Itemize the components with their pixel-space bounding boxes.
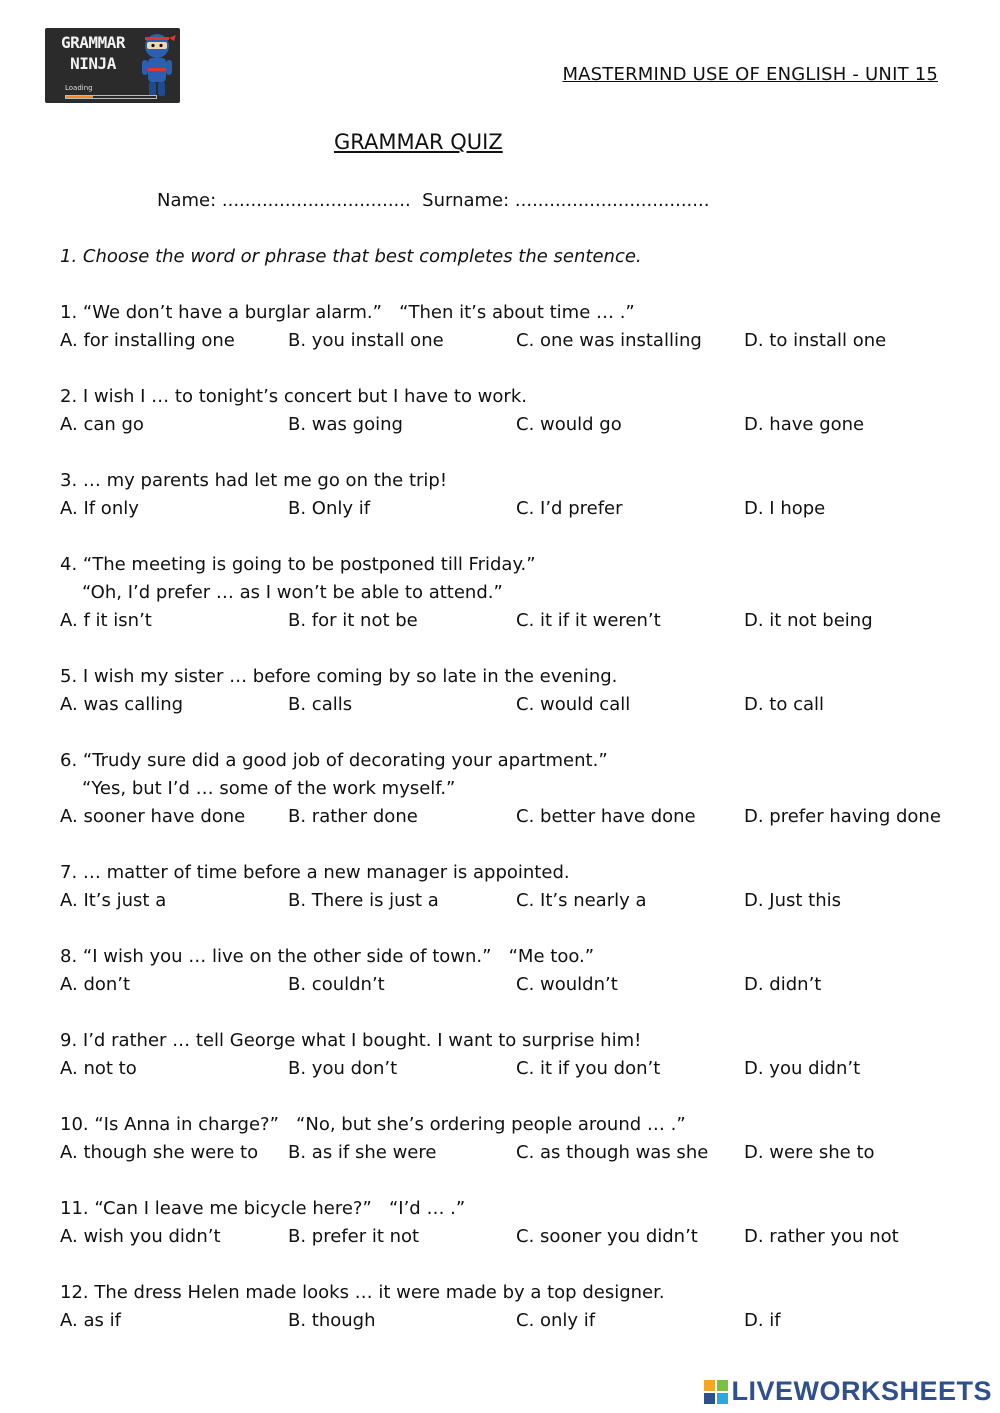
question-text: 2. I wish I … to tonight’s concert but I have to work. xyxy=(60,386,527,407)
answer-option-d[interactable]: D. I hope xyxy=(744,498,826,519)
question-text: 5. I wish my sister … before coming by so late in the evening. xyxy=(60,666,618,687)
answer-option-b[interactable]: B. rather done xyxy=(288,806,418,827)
answer-option-a[interactable]: A. It’s just a xyxy=(60,890,167,911)
ninja-icon xyxy=(137,32,177,100)
answer-option-c[interactable]: C. better have done xyxy=(516,806,696,827)
question-11 xyxy=(60,1197,980,1253)
answer-option-a[interactable]: A. was calling xyxy=(60,694,184,715)
answer-option-b[interactable]: B. couldn’t xyxy=(288,974,385,995)
question-text: 7. … matter of time before a new manager is appointed. xyxy=(60,862,570,883)
answer-options xyxy=(60,693,980,721)
answer-option-a[interactable]: A. can go xyxy=(60,414,144,435)
question-text: 6. “Trudy sure did a good job of decorating your apartment.” xyxy=(60,750,608,771)
liveworksheets-brand: LIVEWORKSHEETS xyxy=(731,1376,992,1406)
question-7 xyxy=(60,861,980,917)
answer-option-c[interactable]: C. would go xyxy=(516,414,622,435)
question-1 xyxy=(60,301,980,357)
answer-option-b[interactable]: B. There is just a xyxy=(288,890,439,911)
question-4 xyxy=(60,553,980,637)
answer-option-b[interactable]: B. prefer it not xyxy=(288,1226,420,1247)
answer-option-c[interactable]: C. it if it weren’t xyxy=(516,610,661,631)
question-text: 11. “Can I leave me bicycle here?” “I’d … .” xyxy=(60,1198,466,1219)
liveworksheets-logo-icon xyxy=(704,1380,728,1404)
answer-options xyxy=(60,1141,980,1169)
answer-options xyxy=(60,329,980,357)
answer-option-d[interactable]: D. have gone xyxy=(744,414,865,435)
answer-option-d[interactable]: D. Just this xyxy=(744,890,842,911)
question-text: 4. “The meeting is going to be postponed till Friday.” xyxy=(60,554,536,575)
answer-options xyxy=(60,413,980,441)
unit-header: MASTERMIND USE OF ENGLISH - UNIT 15 xyxy=(562,64,938,85)
question-text: 10. “Is Anna in charge?” “No, but she’s ordering people around … .” xyxy=(60,1114,686,1135)
question-list xyxy=(60,301,980,1365)
answer-option-c[interactable]: C. one was installing xyxy=(516,330,702,351)
answer-option-d[interactable]: D. if xyxy=(744,1310,781,1331)
answer-option-a[interactable]: A. sooner have done xyxy=(60,806,246,827)
answer-option-c[interactable]: C. wouldn’t xyxy=(516,974,618,995)
liveworksheets-footer xyxy=(704,1376,992,1407)
answer-option-d[interactable]: D. rather you not xyxy=(744,1226,899,1247)
question-text: 9. I’d rather … tell George what I bought. I want to surprise him! xyxy=(60,1030,642,1051)
answer-option-a[interactable]: A. f it isn’t xyxy=(60,610,152,631)
answer-option-c[interactable]: C. would call xyxy=(516,694,631,715)
answer-option-d[interactable]: D. it not being xyxy=(744,610,873,631)
answer-options xyxy=(60,609,980,637)
answer-option-c[interactable]: C. as though was she xyxy=(516,1142,709,1163)
answer-option-b[interactable]: B. you install one xyxy=(288,330,444,351)
answer-option-a[interactable]: A. though she were to xyxy=(60,1142,259,1163)
answer-option-d[interactable]: D. didn’t xyxy=(744,974,822,995)
answer-options xyxy=(60,497,980,525)
grammar-ninja-logo xyxy=(45,28,180,103)
answer-option-d[interactable]: D. prefer having done xyxy=(744,806,941,827)
question-text: “Yes, but I’d … some of the work myself.” xyxy=(82,778,456,799)
answer-option-c[interactable]: C. I’d prefer xyxy=(516,498,623,519)
answer-option-c[interactable]: C. sooner you didn’t xyxy=(516,1226,698,1247)
answer-option-b[interactable]: B. Only if xyxy=(288,498,371,519)
answer-option-d[interactable]: D. to install one xyxy=(744,330,887,351)
question-12 xyxy=(60,1281,980,1337)
question-8 xyxy=(60,945,980,1001)
answer-option-c[interactable]: C. it if you don’t xyxy=(516,1058,661,1079)
question-2 xyxy=(60,385,980,441)
answer-option-b[interactable]: B. you don’t xyxy=(288,1058,398,1079)
answer-option-d[interactable]: D. to call xyxy=(744,694,825,715)
answer-option-d[interactable]: D. you didn’t xyxy=(744,1058,861,1079)
answer-option-c[interactable]: C. only if xyxy=(516,1310,596,1331)
answer-option-a[interactable]: A. as if xyxy=(60,1310,121,1331)
answer-options xyxy=(60,889,980,917)
answer-option-a[interactable]: A. for installing one xyxy=(60,330,235,351)
answer-options xyxy=(60,1309,980,1337)
answer-option-a[interactable]: A. don’t xyxy=(60,974,131,995)
question-3 xyxy=(60,469,980,525)
page-title: GRAMMAR QUIZ xyxy=(334,130,503,154)
answer-option-b[interactable]: B. calls xyxy=(288,694,353,715)
answer-option-b[interactable]: B. as if she were xyxy=(288,1142,437,1163)
answer-options xyxy=(60,1225,980,1253)
answer-option-a[interactable]: A. not to xyxy=(60,1058,137,1079)
answer-option-c[interactable]: C. It’s nearly a xyxy=(516,890,647,911)
logo-loading-bar xyxy=(65,95,157,99)
question-text: 1. “We don’t have a burglar alarm.” “Then it’s about time … .” xyxy=(60,302,635,323)
answer-option-b[interactable]: B. though xyxy=(288,1310,376,1331)
logo-loading-label: Loading xyxy=(65,84,93,92)
instructions: 1. Choose the word or phrase that best completes the sentence. xyxy=(60,246,642,267)
question-6 xyxy=(60,749,980,833)
answer-options xyxy=(60,1057,980,1085)
question-5 xyxy=(60,665,980,721)
question-text: 8. “I wish you … live on the other side of town.” “Me too.” xyxy=(60,946,595,967)
answer-option-b[interactable]: B. was going xyxy=(288,414,403,435)
answer-option-a[interactable]: A. If only xyxy=(60,498,139,519)
answer-options xyxy=(60,973,980,1001)
question-text: 12. The dress Helen made looks … it were made by a top designer. xyxy=(60,1282,665,1303)
question-text: “Oh, I’d prefer … as I won’t be able to attend.” xyxy=(82,582,503,603)
answer-option-b[interactable]: B. for it not be xyxy=(288,610,418,631)
logo-text: GRAMMAR NINJA xyxy=(61,33,125,73)
answer-option-d[interactable]: D. were she to xyxy=(744,1142,875,1163)
name-surname-line: Name: ................................. Surname: .................................. xyxy=(157,190,710,211)
answer-option-a[interactable]: A. wish you didn’t xyxy=(60,1226,221,1247)
answer-options xyxy=(60,805,980,833)
question-9 xyxy=(60,1029,980,1085)
question-10 xyxy=(60,1113,980,1169)
question-text: 3. … my parents had let me go on the trip! xyxy=(60,470,448,491)
logo-loading-bar-fill xyxy=(66,96,93,98)
